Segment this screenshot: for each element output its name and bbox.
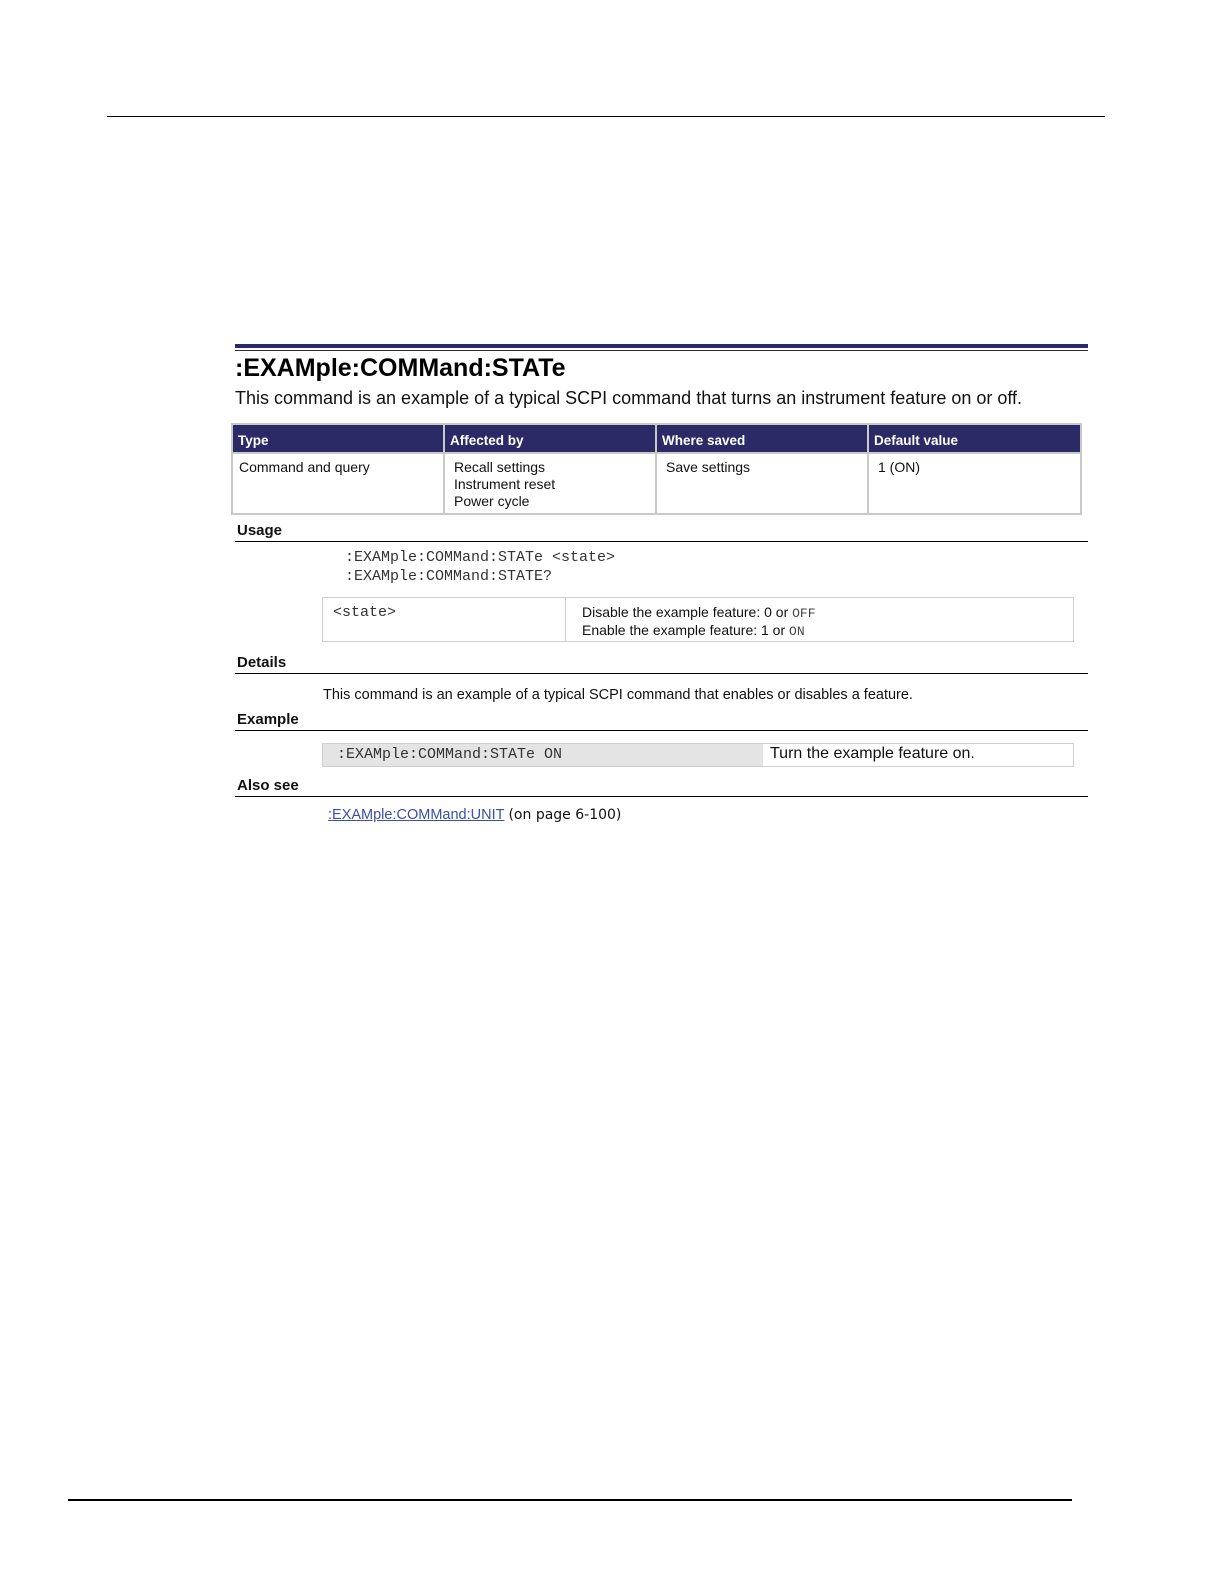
param-disable-text: Disable the example feature: 0 or bbox=[582, 604, 789, 620]
header-rule bbox=[107, 116, 1105, 117]
param-enable-code: ON bbox=[789, 624, 805, 639]
example-table bbox=[322, 743, 1074, 767]
header-type: Type bbox=[233, 425, 443, 452]
command-banner bbox=[235, 344, 1088, 351]
example-code: :EXAMple:COMMand:STATe ON bbox=[323, 744, 763, 766]
cell-type: Command and query bbox=[233, 454, 443, 513]
cell-affected-by bbox=[445, 454, 655, 513]
cell-where-saved: Save settings bbox=[657, 454, 867, 513]
param-disable-code: OFF bbox=[792, 606, 816, 621]
example-heading: Example bbox=[235, 711, 1088, 731]
details-text: This command is an example of a typical SCPI command that enables or disables a feature. bbox=[323, 687, 913, 703]
also-see-link[interactable]: :EXAMple:COMMand:UNIT bbox=[328, 807, 505, 823]
affected-by-item: Instrument reset bbox=[454, 476, 556, 492]
command-title: :EXAMple:COMMand:STATe bbox=[235, 354, 566, 382]
usage-heading: Usage bbox=[235, 522, 1088, 542]
command-info-table bbox=[231, 423, 1082, 515]
header-default-value: Default value bbox=[869, 425, 1080, 452]
parameter-table bbox=[322, 597, 1074, 642]
details-heading: Details bbox=[235, 654, 1088, 674]
also-see-entry bbox=[328, 807, 621, 823]
footer-rule bbox=[68, 1499, 1072, 1501]
cell-default-value: 1 (ON) bbox=[869, 454, 1080, 513]
parameter-name: <state> bbox=[323, 598, 566, 641]
param-enable-text: Enable the example feature: 1 or bbox=[582, 622, 786, 638]
affected-by-item: Power cycle bbox=[454, 493, 530, 509]
command-description: This command is an example of a typical SCPI command that turns an instrument feature on or off. bbox=[235, 388, 1023, 408]
header-affected-by: Affected by bbox=[445, 425, 655, 452]
parameter-description bbox=[566, 598, 1073, 641]
also-see-heading: Also see bbox=[235, 777, 1088, 797]
also-see-page-ref: (on page 6-100) bbox=[508, 807, 622, 823]
affected-by-item: Recall settings bbox=[454, 459, 546, 475]
usage-command-line: :EXAMple:COMMand:STATe <state> bbox=[345, 549, 616, 566]
example-description: Turn the example feature on. bbox=[770, 745, 975, 762]
header-where-saved: Where saved bbox=[657, 425, 867, 452]
usage-query-line: :EXAMple:COMMand:STATE? bbox=[345, 568, 553, 585]
